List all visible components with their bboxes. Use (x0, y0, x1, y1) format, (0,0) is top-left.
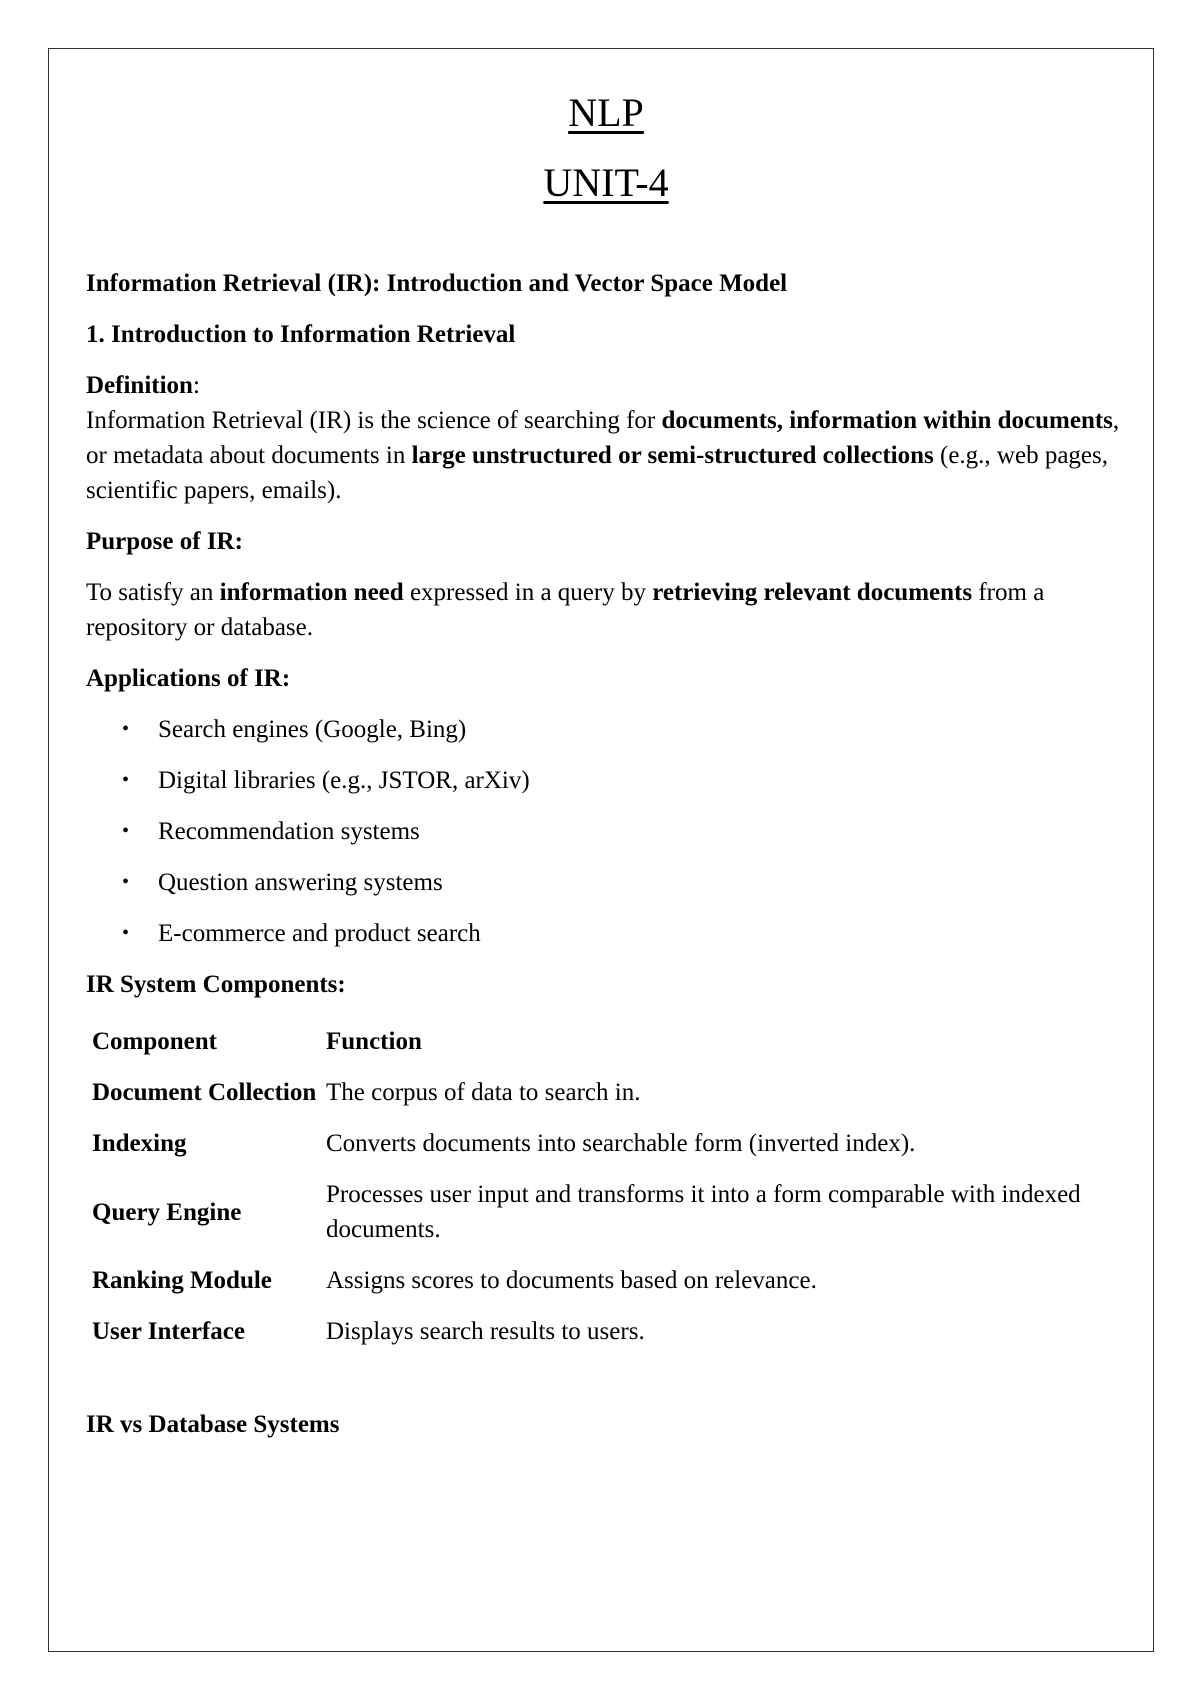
list-item (86, 814, 1126, 849)
document-subtitle: UNIT-4 (543, 160, 669, 205)
purpose-text-3: from a repository or database. (86, 579, 1045, 641)
purpose-text-1: To satisfy an (86, 579, 220, 606)
definition-bold-1: documents, information within documents (661, 407, 1113, 434)
function-cell: Assigns scores to documents based on relevance. (326, 1267, 817, 1294)
bullet-icon: • (122, 922, 130, 944)
list-item-text: Question answering systems (158, 869, 443, 896)
components-label: IR System Components: (86, 971, 346, 998)
list-item (86, 763, 1126, 798)
purpose-text-2: expressed in a query by (403, 579, 653, 606)
purpose-paragraph (86, 575, 1126, 645)
bullet-icon: • (122, 718, 130, 740)
purpose-bold-2: retrieving relevant documents (652, 579, 973, 606)
section-heading: 1. Introduction to Information Retrieval (86, 321, 516, 348)
list-item-text: Digital libraries (e.g., JSTOR, arXiv) (158, 767, 530, 794)
applications-label: Applications of IR: (86, 665, 291, 692)
purpose-bold-1: information need (219, 579, 404, 606)
component-cell: User Interface (92, 1318, 245, 1345)
document-body (86, 86, 1126, 1442)
definition-text-1: Information Retrieval (IR) is the science of searching for (86, 407, 662, 434)
list-item-text: E-commerce and product search (158, 920, 481, 947)
table-header-row (86, 1024, 1126, 1075)
bullet-icon: • (122, 871, 130, 893)
document-title: NLP (568, 90, 644, 135)
list-item (86, 865, 1126, 900)
table-row (86, 1075, 1126, 1126)
main-heading: Information Retrieval (IR): Introduction and Vector Space Model (86, 270, 788, 297)
list-item (86, 712, 1126, 747)
table-row (86, 1263, 1126, 1314)
purpose-label: Purpose of IR: (86, 528, 243, 555)
function-cell: Processes user input and transforms it into a form comparable with indexed documents. (326, 1181, 1081, 1243)
components-table (86, 1024, 1126, 1365)
function-cell: The corpus of data to search in. (326, 1079, 641, 1106)
function-cell: Displays search results to users. (326, 1318, 645, 1345)
list-item-text: Recommendation systems (158, 818, 420, 845)
definition-text-3: (e.g., web pages, scientific papers, emails). (86, 442, 1109, 504)
column-header-function: Function (326, 1028, 422, 1055)
column-header-component: Component (92, 1028, 218, 1055)
list-item (86, 916, 1126, 951)
table-row (86, 1126, 1126, 1177)
component-cell: Ranking Module (92, 1267, 272, 1294)
definition-label-line (86, 368, 1126, 403)
definition-colon: : (192, 372, 200, 399)
component-cell: Document Collection (92, 1079, 317, 1106)
table-row (86, 1177, 1126, 1263)
applications-list (86, 712, 1126, 951)
definition-bold-2: large unstructured or semi-structured collections (411, 442, 934, 469)
definition-paragraph (86, 403, 1126, 508)
bullet-icon: • (122, 820, 130, 842)
function-cell: Converts documents into searchable form (inverted index). (326, 1130, 916, 1157)
bullet-icon: • (122, 769, 130, 791)
component-cell: Indexing (92, 1130, 187, 1157)
component-cell: Query Engine (92, 1198, 242, 1226)
next-section-heading: IR vs Database Systems (86, 1411, 340, 1438)
list-item-text: Search engines (Google, Bing) (158, 716, 467, 743)
definition-label: Definition (86, 372, 193, 399)
table-row (86, 1314, 1126, 1365)
definition-text-2: , or metadata about documents in (86, 407, 1120, 469)
